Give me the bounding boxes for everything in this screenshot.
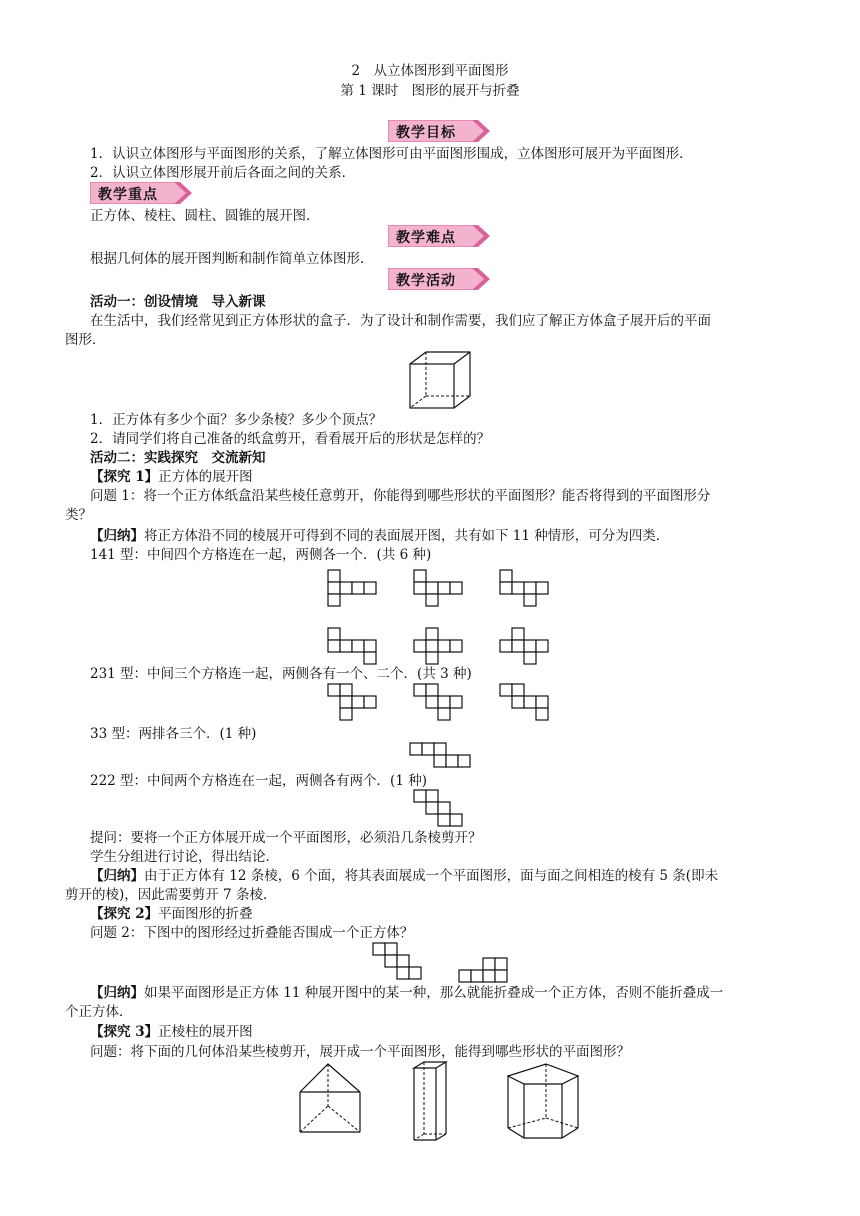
problem3-text: 问题：将下面的几何体沿某些棱剪开，展开成一个平面图形，能得到哪些形状的平面图形？ xyxy=(90,1044,630,1060)
type-222-text: 222 型：中间两个方格连在一起，两侧各有两个．(1 种) xyxy=(90,773,427,789)
discuss-text: 学生分组进行讨论，得出结论． xyxy=(90,849,279,865)
net-141-6 xyxy=(500,628,555,668)
type-231-text: 231 型：中间三个方格连一起，两侧各有一个、二个．(共 3 种) xyxy=(90,666,472,682)
explore3-title: 正棱柱的展开图 xyxy=(158,1024,253,1040)
explore3-line xyxy=(90,1023,253,1041)
triangular-prism-figure xyxy=(298,1062,368,1137)
activity1-question-1: 1．正方体有多少个面？多少条棱？多少个顶点？ xyxy=(90,412,383,428)
summary2-line1 xyxy=(90,867,718,885)
net-222 xyxy=(414,790,464,830)
explore2-tag: 【探究 2】 xyxy=(90,906,159,922)
net-231-1 xyxy=(328,684,383,724)
type-141-text: 141 型：中间四个方格连在一起，两侧各一个．(共 6 种) xyxy=(90,547,432,563)
net-231-3 xyxy=(500,684,555,724)
summary2-text: 由于正方体有 12 条棱，6 个面，将其表面展成一个平面图形，面与面之间相连的棱有 5 条(即未 xyxy=(144,868,719,884)
activity2-heading: 活动二：实践探究 交流新知 xyxy=(90,450,266,466)
net-33 xyxy=(410,743,480,771)
problem1-line1: 问题 1：将一个正方体纸盒沿某些棱任意剪开，你能得到哪些形状的平面图形？能否将得到的平面图形分 xyxy=(90,488,711,504)
activity-tag xyxy=(388,268,490,290)
problem2-text: 问题 2：下图中的图形经过折叠能否围成一个正方体？ xyxy=(90,925,414,941)
net-141-1 xyxy=(328,570,383,610)
activity1-intro-line1: 在生活中，我们经常见到正方体形状的盒子．为了设计和制作需要，我们应了解正方体盒子展开后的平面 xyxy=(90,313,711,329)
net-141-3 xyxy=(500,570,555,610)
summary3-line2: 个正方体． xyxy=(65,1004,133,1020)
summary1-tag: 【归纳】 xyxy=(90,528,144,544)
difficulty-tag xyxy=(388,225,490,247)
goal-line-1: 1．认识立体图形与平面图形的关系，了解立体图形可由平面图形围成，立体图形可展开为平面图形． xyxy=(90,146,693,162)
net-141-2 xyxy=(414,570,469,610)
difficulty-tag-label: 教学难点 xyxy=(396,230,456,246)
activity1-intro-line2: 图形． xyxy=(65,332,106,348)
explore1-line xyxy=(90,468,253,486)
net-231-2 xyxy=(414,684,469,724)
explore1-title: 正方体的展开图 xyxy=(158,469,253,485)
summary1-line xyxy=(90,527,669,545)
pentagonal-prism-figure xyxy=(506,1062,586,1142)
ask-text: 提问：要将一个正方体展开成一个平面图形，必须沿几条棱剪开？ xyxy=(90,830,482,846)
goal-tag xyxy=(388,120,490,142)
explore1-tag: 【探究 1】 xyxy=(90,469,159,485)
summary2-line2: 剪开的棱)，因此需要剪开 7 条棱． xyxy=(65,887,277,903)
difficulty-text: 根据几何体的展开图判断和制作简单立体图形． xyxy=(90,251,374,267)
net-141-5 xyxy=(414,628,469,668)
lesson-title: 2 从立体图形到平面图形 xyxy=(351,63,509,79)
type-33-text: 33 型：两排各三个．(1 种) xyxy=(90,726,257,742)
summary3-tag: 【归纳】 xyxy=(90,985,144,1001)
goal-tag-label: 教学目标 xyxy=(396,125,456,141)
summary2-tag: 【归纳】 xyxy=(90,868,144,884)
goal-line-2: 2．认识立体图形展开前后各面之间的关系． xyxy=(90,165,356,181)
explore3-tag: 【探究 3】 xyxy=(90,1024,159,1040)
activity1-question-2: 2．请同学们将自己准备的纸盒剪开，看看展开后的形状是怎样的？ xyxy=(90,431,491,447)
summary1-text: 将正方体沿不同的棱展开可得到不同的表面展开图，共有如下 11 种情形，可分为四类． xyxy=(144,528,670,544)
key-tag xyxy=(90,182,192,204)
activity-tag-label: 教学活动 xyxy=(396,273,456,289)
key-tag-label: 教学重点 xyxy=(98,187,158,203)
summary3-line1 xyxy=(90,984,723,1002)
square-prism-figure xyxy=(412,1060,452,1145)
key-point-text: 正方体、棱柱、圆柱、圆锥的展开图． xyxy=(90,208,320,224)
explore2-line xyxy=(90,905,253,923)
summary3-text: 如果平面图形是正方体 11 种展开图中的某一种，那么就能折叠成一个正方体，否则不能折叠成一 xyxy=(144,985,724,1001)
activity1-heading: 活动一：创设情境 导入新课 xyxy=(90,294,266,310)
net-141-4 xyxy=(328,628,383,668)
fold-figure-1 xyxy=(373,943,433,988)
cube-figure xyxy=(408,350,472,410)
lesson-subtitle: 第 1 课时 图形的展开与折叠 xyxy=(340,83,520,99)
explore2-title: 平面图形的折叠 xyxy=(158,906,253,922)
problem1-line2: 类？ xyxy=(65,507,92,523)
